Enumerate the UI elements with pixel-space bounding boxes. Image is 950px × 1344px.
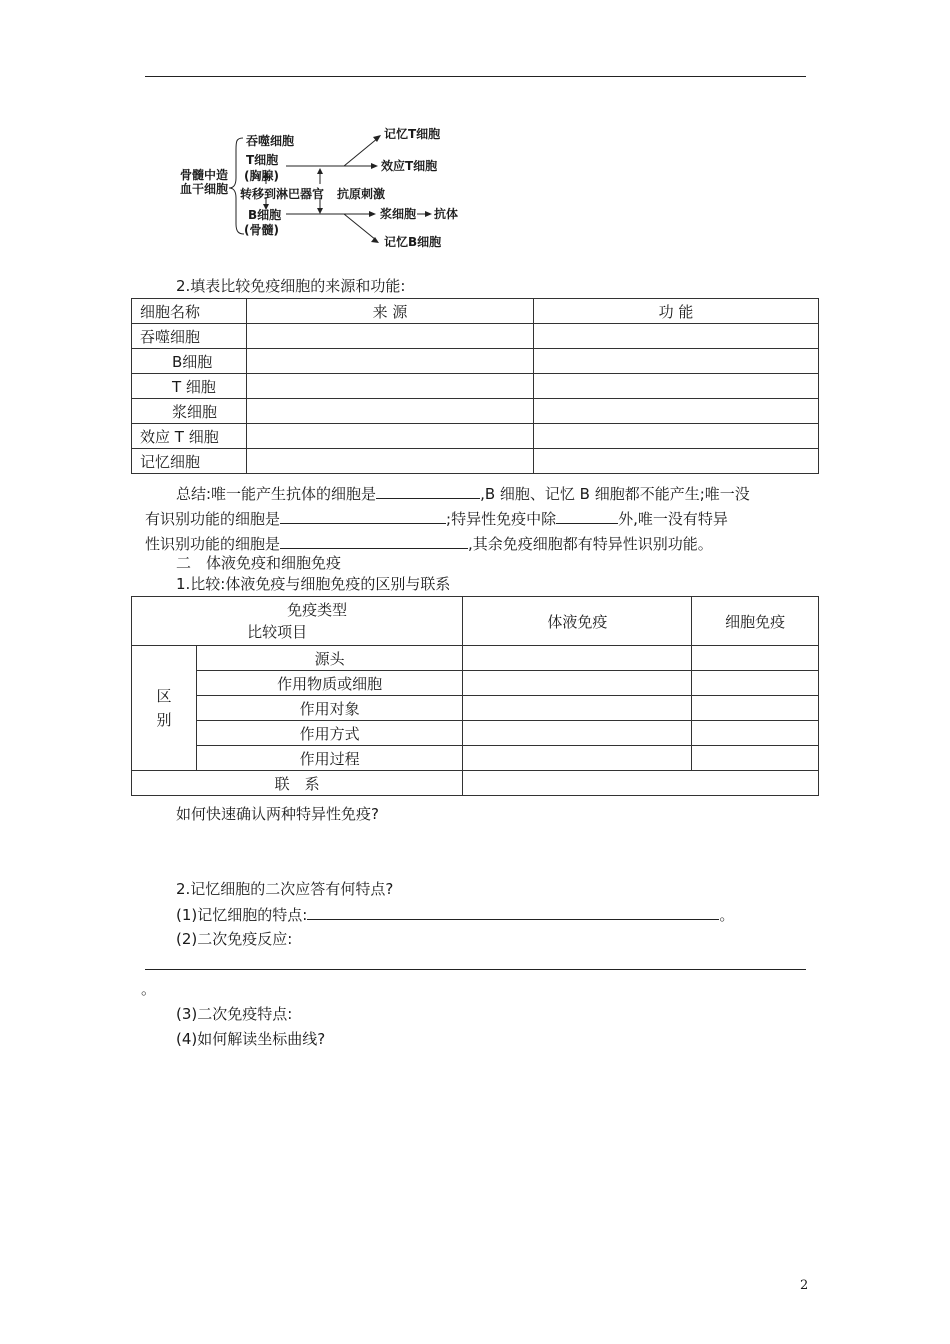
answer-line[interactable] — [145, 969, 806, 970]
answer-cell[interactable] — [534, 449, 819, 474]
diagram-t-cell-site: (胸腺) — [244, 169, 279, 183]
diagram-lines — [0, 0, 950, 260]
answer-cell[interactable] — [692, 721, 819, 746]
summary-text: 性识别功能的细胞是 — [145, 535, 281, 553]
summary-line-2 — [145, 509, 728, 529]
header-function: 功 能 — [534, 299, 819, 324]
q2-title: 2.填表比较免疫细胞的来源和功能: — [176, 277, 406, 295]
summary-line-3 — [145, 534, 713, 554]
diagram-b-cell: B细胞 — [248, 208, 282, 222]
blank-no-recognition-cell[interactable] — [280, 509, 446, 524]
compare-title: 1.比较:体液免疫与细胞免疫的区别与联系 — [176, 575, 451, 593]
blank-except-cell[interactable] — [556, 509, 618, 524]
header-humoral: 体液免疫 — [463, 597, 692, 646]
answer-cell[interactable] — [463, 671, 692, 696]
answer-cell[interactable] — [463, 771, 819, 796]
answer-cell[interactable] — [692, 646, 819, 671]
summary-line-1 — [176, 484, 750, 504]
blank-antibody-cell[interactable] — [376, 484, 480, 499]
diagram-antigen: 抗原刺激 — [337, 187, 386, 201]
header-cellular: 细胞免疫 — [692, 597, 819, 646]
summary-text: ;特异性免疫中除 — [446, 510, 557, 528]
answer-cell[interactable] — [692, 671, 819, 696]
answer-cell[interactable] — [247, 349, 534, 374]
answer-cell[interactable] — [534, 399, 819, 424]
summary-text: 总结:唯一能产生抗体的细胞是 — [176, 485, 377, 503]
memory-feature-label: (1)记忆细胞的特点: — [176, 906, 308, 924]
immunity-compare-table — [131, 596, 819, 796]
section-2-title: 二 体液免疫和细胞免疫 — [176, 554, 342, 572]
row-label: T 细胞 — [132, 374, 247, 399]
summary-text: 有识别功能的细胞是 — [145, 510, 281, 528]
diagram-t-cell: T细胞 — [246, 153, 279, 167]
row-label: 效应 T 细胞 — [132, 424, 247, 449]
blank-non-specific-cell[interactable] — [280, 534, 468, 549]
immune-cell-table — [131, 298, 819, 474]
diagram-migrate: 转移到淋巴器官 — [240, 187, 325, 201]
header-source: 来 源 — [247, 299, 534, 324]
corner-header — [132, 597, 463, 646]
diagram-origin: 骨髓中造 血干细胞 — [180, 168, 229, 196]
second-response-label: (2)二次免疫反应: — [176, 930, 293, 948]
answer-cell[interactable] — [534, 374, 819, 399]
compare-item: 作用物质或细胞 — [197, 671, 463, 696]
relation-label: 联 系 — [132, 771, 463, 796]
diagram-phagocyte: 吞噬细胞 — [246, 134, 295, 148]
answer-cell[interactable] — [247, 374, 534, 399]
row-label: 记忆细胞 — [132, 449, 247, 474]
answer-cell[interactable] — [247, 324, 534, 349]
answer-cell[interactable] — [534, 324, 819, 349]
answer-cell[interactable] — [247, 449, 534, 474]
corner-bottom: 比较项目 — [247, 623, 308, 641]
diagram-antibody: 抗体 — [434, 207, 459, 221]
compare-item: 作用对象 — [197, 696, 463, 721]
summary-text: ,其余免疫细胞都有特异性识别功能。 — [468, 535, 713, 553]
answer-cell[interactable] — [463, 721, 692, 746]
diagram-memory-t: 记忆T细胞 — [384, 127, 441, 141]
diagram-memory-b: 记忆B细胞 — [384, 235, 442, 249]
second-immunity-feature: (3)二次免疫特点: — [176, 1005, 293, 1023]
diagram-plasma: 浆细胞 — [380, 207, 417, 221]
row-label: B细胞 — [132, 349, 247, 374]
header-cell-name: 细胞名称 — [132, 299, 247, 324]
answer-cell[interactable] — [463, 696, 692, 721]
answer-cell[interactable] — [247, 424, 534, 449]
compare-item: 作用方式 — [197, 721, 463, 746]
answer-cell[interactable] — [692, 696, 819, 721]
diagram-b-cell-site: (骨髓) — [244, 223, 279, 237]
row-label: 吞噬细胞 — [132, 324, 247, 349]
row-label: 浆细胞 — [132, 399, 247, 424]
answer-cell[interactable] — [463, 746, 692, 771]
diagram-effector-t: 效应T细胞 — [381, 159, 438, 173]
answer-cell[interactable] — [534, 349, 819, 374]
difference-label: 区 别 — [132, 646, 197, 771]
answer-cell[interactable] — [534, 424, 819, 449]
second-response-end: 。 — [141, 980, 157, 998]
memory-feature-line — [176, 905, 734, 925]
quick-question: 如何快速确认两种特异性免疫? — [176, 805, 379, 823]
summary-text: 外,唯一没有特异 — [618, 510, 728, 528]
blank-memory-feature[interactable] — [307, 905, 719, 920]
corner-top: 免疫类型 — [287, 601, 348, 619]
answer-cell[interactable] — [692, 746, 819, 771]
answer-cell[interactable] — [247, 399, 534, 424]
compare-item: 作用过程 — [197, 746, 463, 771]
memory-title: 2.记忆细胞的二次应答有何特点? — [176, 880, 394, 898]
memory-feature-end: 。 — [719, 906, 735, 924]
compare-item: 源头 — [197, 646, 463, 671]
summary-text: ,B 细胞、记忆 B 细胞都不能产生;唯一没 — [480, 485, 750, 503]
page-number: 2 — [800, 1278, 809, 1293]
curve-question: (4)如何解读坐标曲线? — [176, 1030, 326, 1048]
answer-cell[interactable] — [463, 646, 692, 671]
